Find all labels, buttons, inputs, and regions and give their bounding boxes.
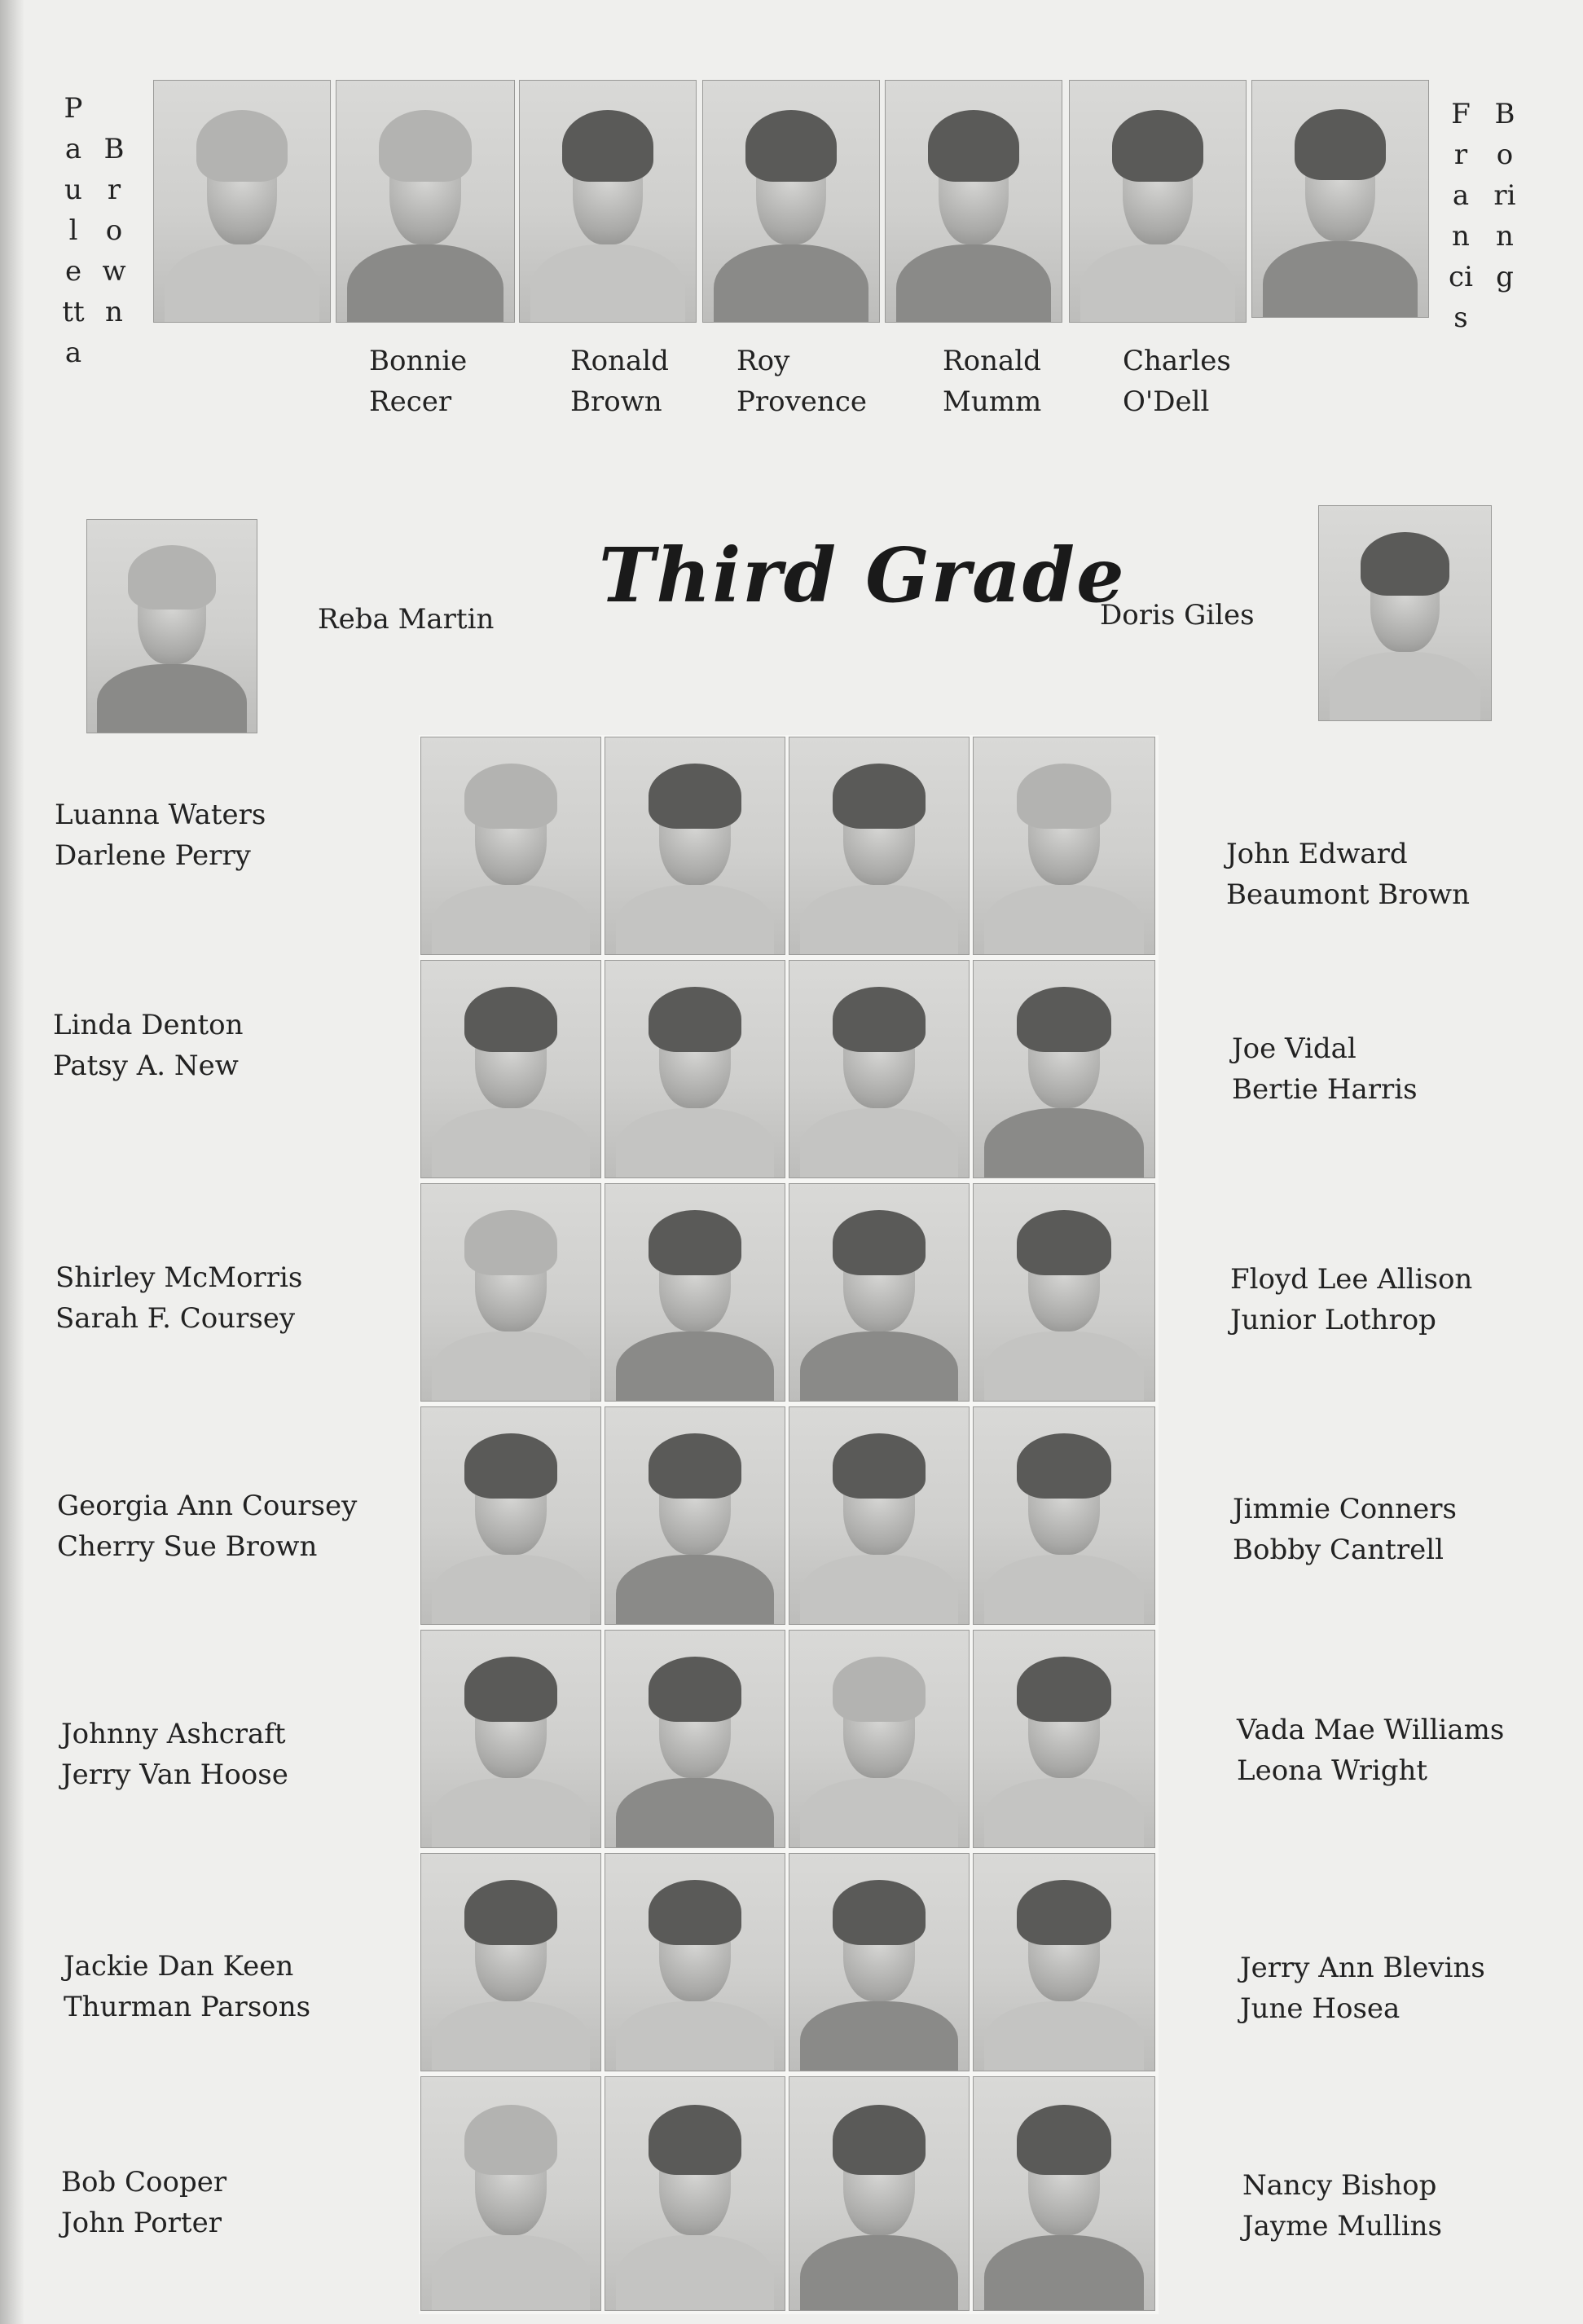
row6-right-name1: Jerry Ann Blevins: [1240, 1952, 1485, 1984]
row2-left-name1: Linda Denton: [53, 1009, 244, 1041]
row5-left-name2: Jerry Van Hoose: [61, 1758, 288, 1791]
photo-darlene-perry: [605, 737, 785, 955]
caption-last-odell: O'Dell: [1123, 385, 1210, 418]
photo-charles-odell: [1069, 80, 1247, 323]
row3-right-name2: Junior Lothrop: [1230, 1304, 1436, 1336]
caption-first-ronald: Ronald: [570, 345, 669, 377]
row7-right-name1: Nancy Bishop: [1242, 2169, 1437, 2202]
vertical-name-pauletta: Pauletta: [62, 92, 85, 369]
row7-left-name1: Bob Cooper: [61, 2166, 227, 2199]
caption-first-roy: Roy: [737, 345, 790, 377]
row6-left-name2: Thurman Parsons: [64, 1991, 311, 2023]
photo-joe-vidal: [789, 960, 970, 1178]
photo-bobby-cantrell: [973, 1406, 1155, 1625]
row6-left-name1: Jackie Dan Keen: [64, 1950, 294, 1983]
caption-first-ronald-2: Ronald: [943, 345, 1041, 377]
photo-leona-wright: [973, 1630, 1155, 1848]
photo-nancy-bishop: [789, 2076, 970, 2311]
caption-last-provence: Provence: [737, 385, 867, 418]
row4-right-name2: Bobby Cantrell: [1233, 1534, 1444, 1566]
caption-last-brown: Brown: [570, 385, 662, 418]
photo-beaumont-brown: [973, 737, 1155, 955]
photo-pauletta-brown: [153, 80, 331, 323]
photo-bertie-harris: [973, 960, 1155, 1178]
photo-cherry-sue-brown: [605, 1406, 785, 1625]
row7-left-name2: John Porter: [61, 2207, 222, 2239]
photo-luanna-waters: [420, 737, 601, 955]
row1-left-name1: Luanna Waters: [55, 799, 266, 831]
photo-junior-lothrop: [973, 1183, 1155, 1402]
photo-patsy-new: [605, 960, 785, 1178]
row3-left-name1: Shirley McMorris: [55, 1261, 303, 1294]
row5-right-name1: Vada Mae Williams: [1237, 1714, 1505, 1746]
caption-first-charles: Charles: [1123, 345, 1231, 377]
row1-right-name1: John Edward: [1226, 838, 1408, 870]
row5-right-name2: Leona Wright: [1237, 1754, 1428, 1787]
photo-johnny-ashcraft: [420, 1630, 601, 1848]
vertical-name-boring: Boring: [1493, 98, 1516, 293]
row1-right-name2: Beaumont Brown: [1226, 878, 1471, 911]
row2-right-name1: Joe Vidal: [1232, 1032, 1357, 1065]
vertical-name-brown: Brown: [102, 133, 126, 328]
photo-reba-martin: [86, 519, 257, 733]
photo-ronald-brown: [519, 80, 697, 323]
photo-jackie-dan-keen: [420, 1853, 601, 2071]
row5-left-name1: Johnny Ashcraft: [61, 1718, 286, 1750]
photo-floyd-lee-allison: [789, 1183, 970, 1402]
photo-jayme-mullins: [973, 2076, 1155, 2311]
photo-doris-giles: [1318, 505, 1492, 721]
photo-ronald-mumm: [885, 80, 1062, 323]
page-binding-shadow: [0, 0, 24, 2324]
photo-shirley-mcmorris: [420, 1183, 601, 1402]
row2-right-name2: Bertie Harris: [1232, 1073, 1418, 1106]
row3-right-name1: Floyd Lee Allison: [1230, 1263, 1473, 1296]
photo-francis-boring: [1251, 80, 1429, 318]
row4-left-name2: Cherry Sue Brown: [57, 1530, 318, 1563]
row4-right-name1: Jimmie Conners: [1233, 1493, 1457, 1525]
photo-sarah-coursey: [605, 1183, 785, 1402]
photo-june-hosea: [973, 1853, 1155, 2071]
row6-right-name2: June Hosea: [1240, 1992, 1401, 2025]
photo-bonnie-recer: [336, 80, 515, 323]
photo-grid: [419, 735, 1159, 2314]
photo-jerry-ann-blevins: [789, 1853, 970, 2071]
label-doris-giles: Doris Giles: [1100, 599, 1255, 632]
page-title: Third Grade: [599, 531, 1126, 619]
row1-left-name2: Darlene Perry: [55, 839, 251, 872]
photo-roy-provence: [702, 80, 880, 323]
photo-jimmie-conners: [789, 1406, 970, 1625]
photo-linda-denton: [420, 960, 601, 1178]
photo-john-edward: [789, 737, 970, 955]
photo-bob-cooper: [420, 2076, 601, 2311]
vertical-name-francis: Francis: [1449, 98, 1473, 334]
photo-jerry-van-hoose: [605, 1630, 785, 1848]
row7-right-name2: Jayme Mullins: [1242, 2210, 1442, 2243]
row4-left-name1: Georgia Ann Coursey: [57, 1490, 358, 1522]
photo-vada-mae-williams: [789, 1630, 970, 1848]
caption-last-mumm: Mumm: [943, 385, 1042, 418]
photo-georgia-ann-coursey: [420, 1406, 601, 1625]
caption-first-bonnie: Bonnie: [369, 345, 468, 377]
caption-last-recer: Recer: [369, 385, 452, 418]
label-reba-martin: Reba Martin: [318, 603, 495, 636]
row2-left-name2: Patsy A. New: [53, 1050, 239, 1082]
row3-left-name2: Sarah F. Coursey: [55, 1302, 296, 1335]
photo-thurman-parsons: [605, 1853, 785, 2071]
photo-john-porter: [605, 2076, 785, 2311]
